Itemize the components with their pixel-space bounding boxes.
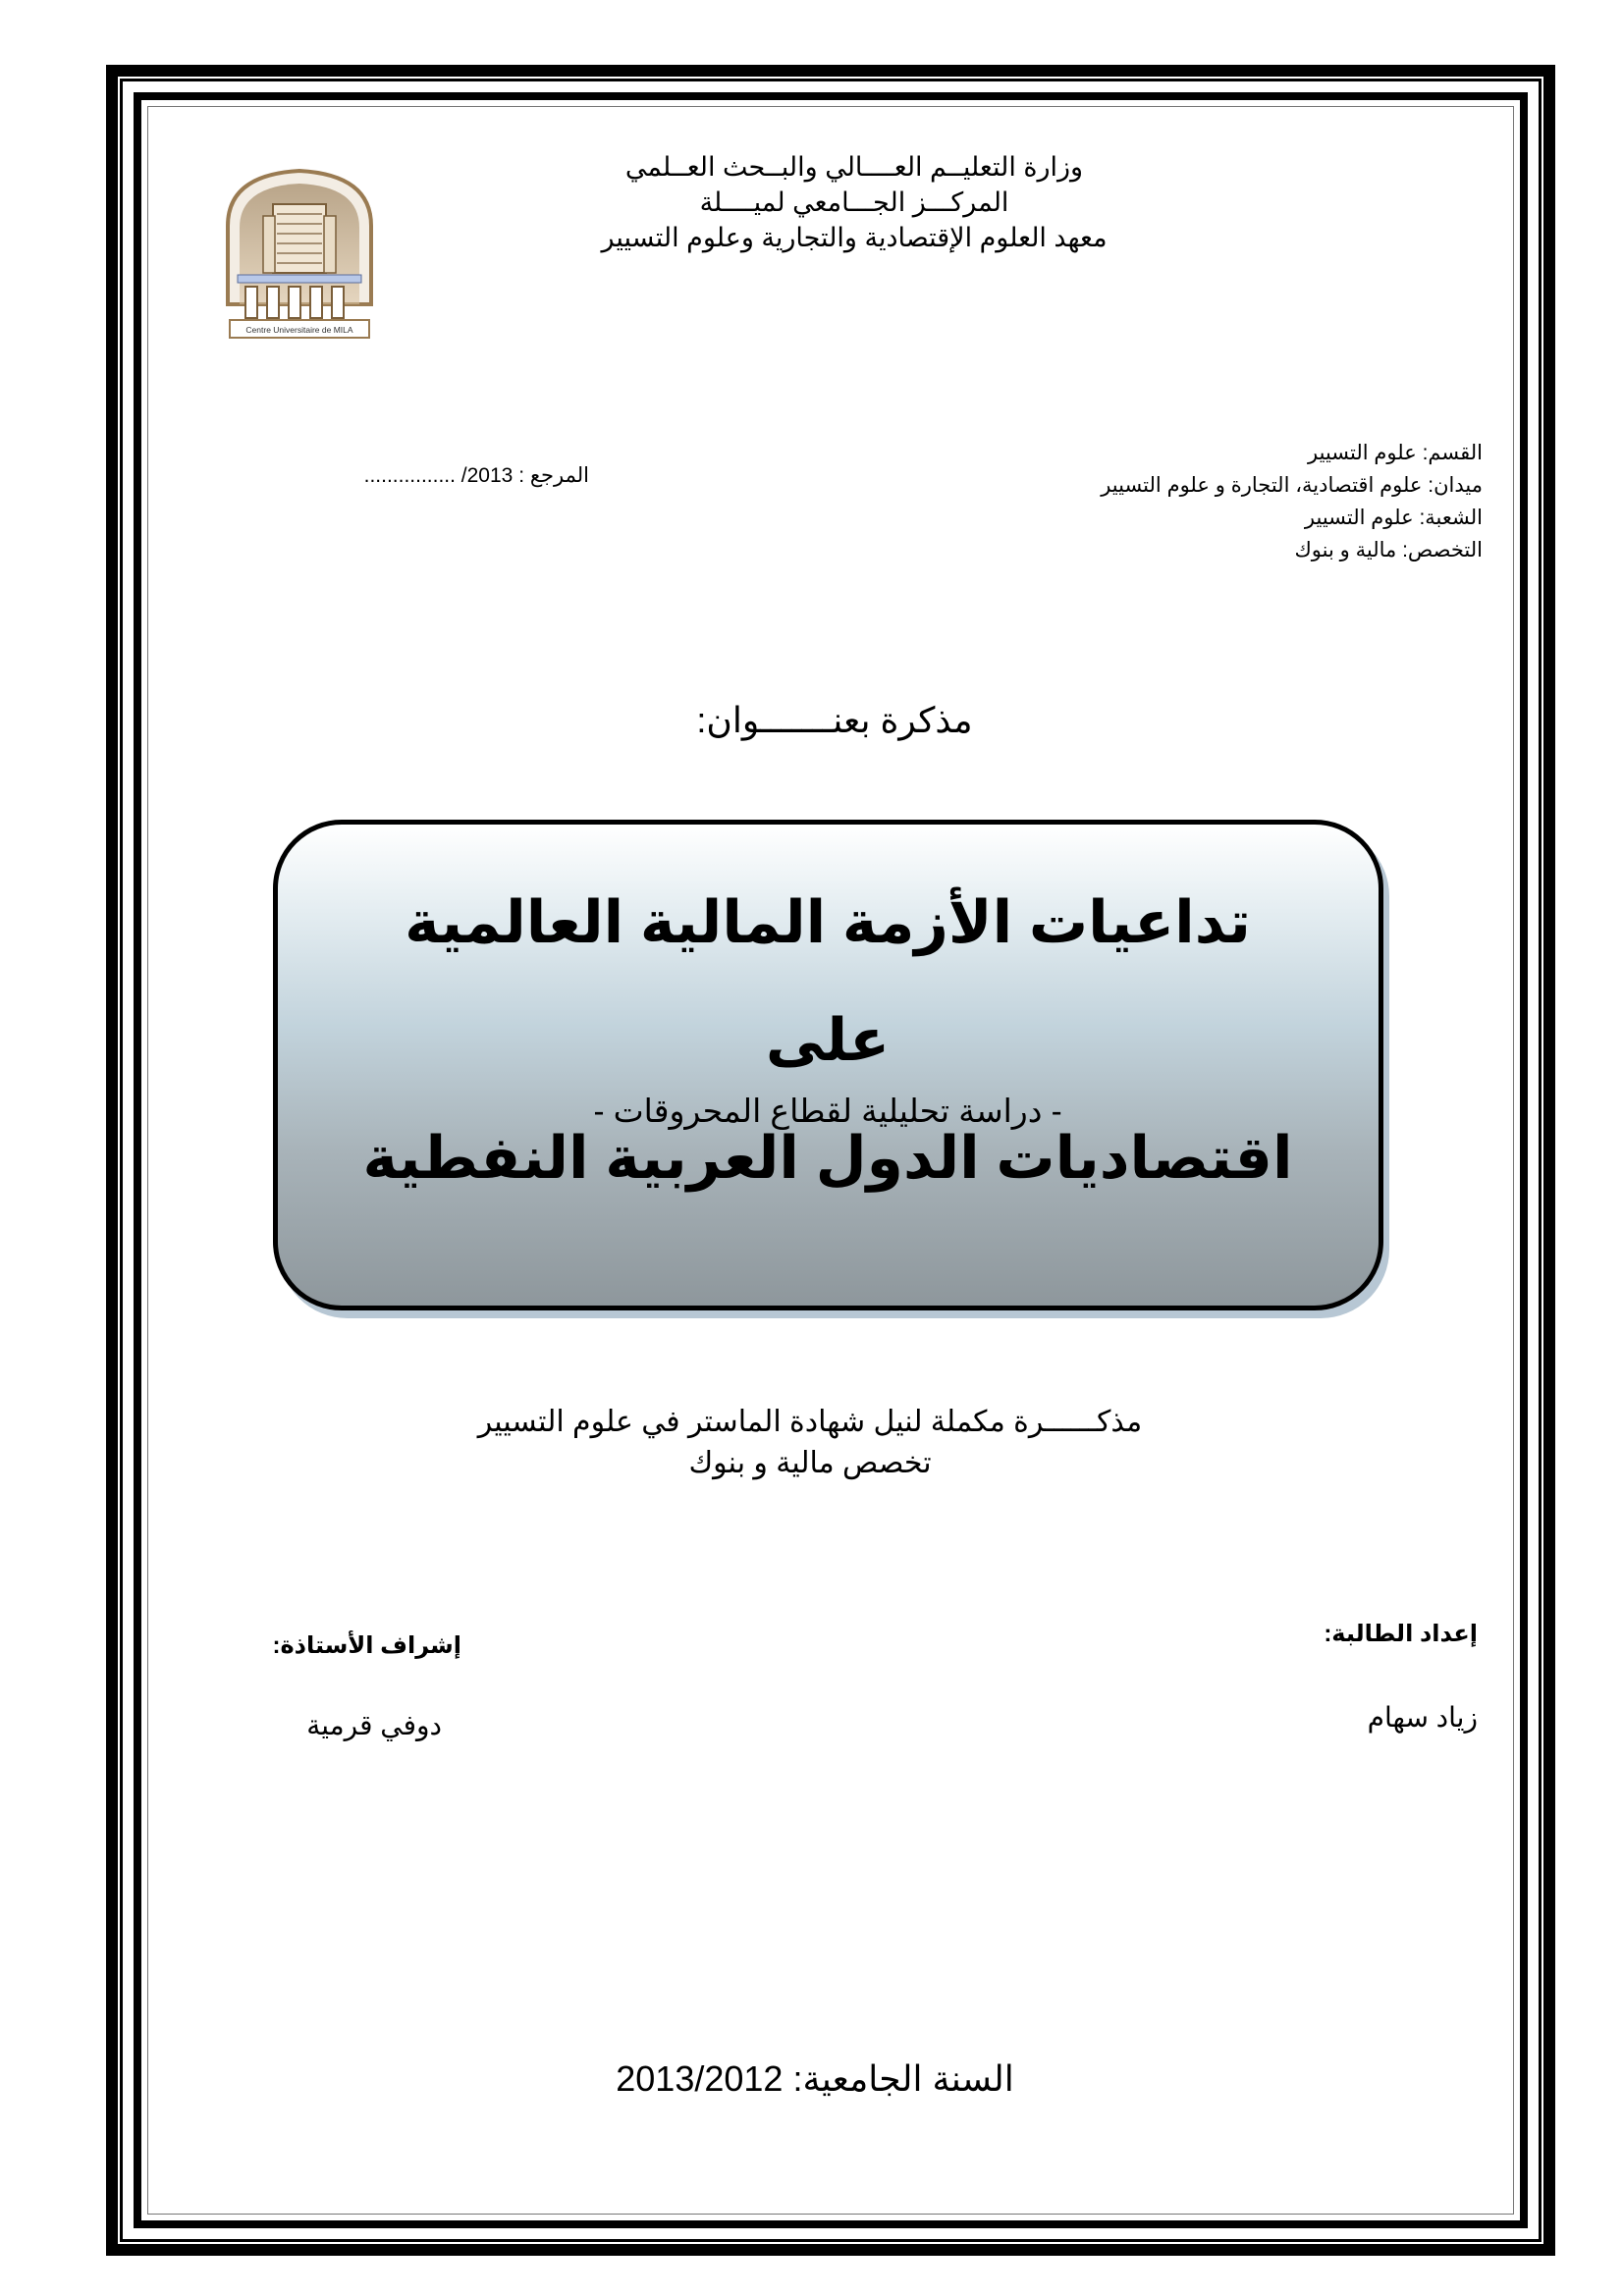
degree-statement-line-1: مذكــــــرة مكملة لنيل شهادة الماستر في علوم التسيير [477, 1406, 1143, 1438]
thesis-title-line-1: تداعيات الأزمة المالية العالمية على [405, 889, 1251, 1073]
specialty-line: التخصص: مالية و بنوك [1294, 539, 1483, 561]
thesis-title-label: مذكرة بعنـــــــوان: [696, 700, 973, 740]
supervisor-label: إشراف الأستاذة: [272, 1632, 461, 1659]
thesis-subtitle: - دراسة تحليلية لقطاع المحروقات - [593, 1093, 1062, 1129]
department-info [903, 437, 1483, 566]
academic-year-label: السنة الجامعية: [792, 2058, 1014, 2099]
thesis-title-line-2: اقتصاديات الدول العربية النفطية [362, 1125, 1293, 1191]
field-line: ميدان: علوم اقتصادية، التجارة و علوم التسيير [1101, 474, 1483, 497]
university-center-name: المركـــز الجـــامعي لميــــلة [699, 187, 1009, 217]
reference-label: المرجع : [518, 464, 589, 487]
degree-statement [383, 1402, 1237, 1484]
student-name: زياد سهام [1367, 1702, 1478, 1733]
student-label: إعداد الطالبة: [1324, 1621, 1478, 1647]
institution-header [550, 149, 1159, 255]
academic-year [511, 2056, 1119, 2102]
institute-name: معهد العلوم الإقتصادية والتجارية وعلوم التسيير [601, 223, 1108, 252]
reference-value: ................ /2013 [363, 464, 514, 487]
department-line: القسم: علوم التسيير [1308, 442, 1483, 464]
thesis-title [337, 864, 1319, 1217]
supervisor-name: دوفي قرمية [306, 1710, 442, 1740]
academic-year-value: 2013/2012 [616, 2058, 784, 2099]
degree-statement-line-2: تخصص مالية و بنوك [688, 1447, 932, 1479]
university-logo [206, 157, 393, 344]
ministry-name: وزارة التعليــم العــــالي والبــحث العــلمي [624, 152, 1084, 182]
branch-line: الشعبة: علوم التسيير [1304, 507, 1483, 529]
logo-caption: Centre Universitaire de MILA [245, 325, 353, 335]
reference-line [265, 461, 589, 491]
title-box [273, 820, 1383, 1310]
